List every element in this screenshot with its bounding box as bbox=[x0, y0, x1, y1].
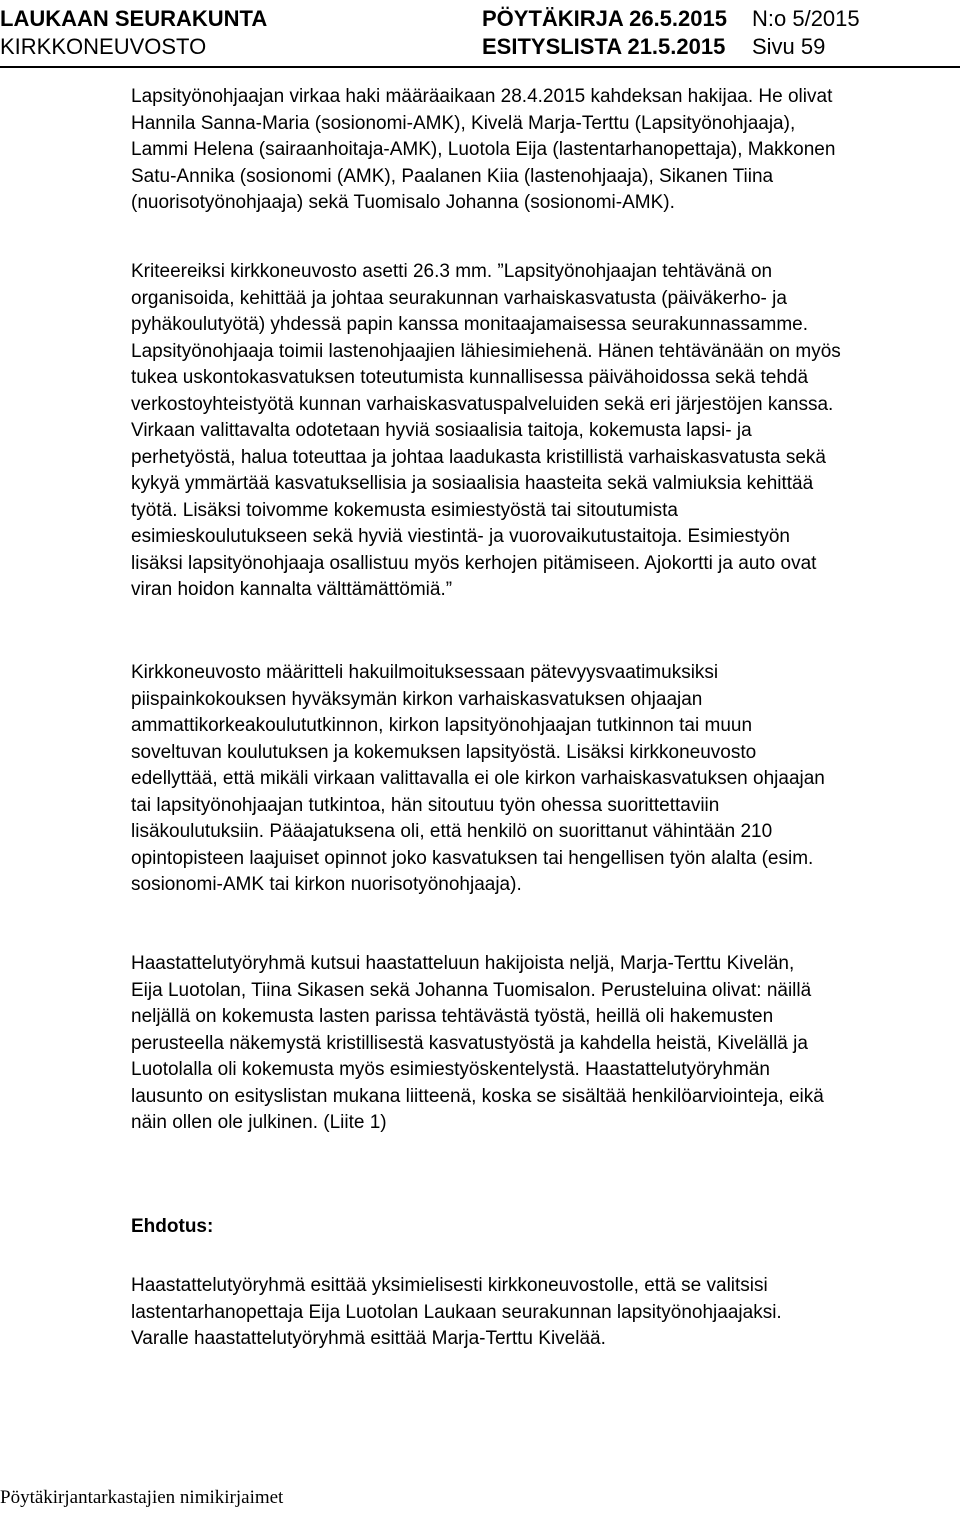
text-line: verkostoyhteistyötä kunnan varhaiskasvatuspalveluiden sekä eri järjestöjen kanssa. bbox=[131, 393, 834, 415]
page-number: Sivu 59 bbox=[752, 34, 826, 59]
text-line: Kirkkoneuvosto määritteli hakuilmoituksessaan pätevyysvaatimuksiksi bbox=[131, 662, 719, 683]
text-line: tai lapsityönohjaajan tutkintoa, hän sitoutuu työn ohessa suorittettaviin bbox=[131, 794, 720, 816]
text-line: kykyä ymmärtää kasvatuksellisia ja sosiaalisia haasteita sekä valmiuksia kehittää bbox=[131, 473, 814, 494]
text-line: Eija Luotolan, Tiina Sikasen sekä Johanna Tuomisalon. Perusteluina olivat: näillä bbox=[131, 979, 812, 1001]
text-line: Kriteereiksi kirkkoneuvosto asetti 26.3 mm. ”Lapsityönohjaajan tehtävänä on bbox=[131, 261, 773, 282]
text-line: Lapsityönohjaaja toimii lastenohjaajien lähiesimiehenä. Hänen tehtävänään on myös bbox=[131, 340, 841, 362]
text-line: tukea uskontokasvatuksen toteutumista kunnallisessa päivähoidossa sekä tehdä bbox=[131, 367, 809, 388]
text-line: Hannila Sanna-Maria (sosionomi-AMK), Kivelä Marja-Terttu (Lapsityönohjaaja), bbox=[131, 112, 796, 134]
document-number: N:o 5/2015 bbox=[752, 6, 860, 31]
paragraph-qualifications bbox=[131, 660, 946, 899]
text-line: opintopisteen laajuiset opinnot joko kasvatuksen tai hengellisen työn alalta (esim. bbox=[131, 847, 814, 869]
text-line: näin ollen ole julkinen. (Liite 1) bbox=[131, 1112, 387, 1133]
minutes-date: PÖYTÄKIRJA 26.5.2015 bbox=[482, 6, 727, 31]
text-line: lastentarhanopettaja Eija Luotolan Laukaan seurakunnan lapsityönohjaajaksi. bbox=[131, 1301, 782, 1323]
text-line: organisoida, kehittää ja johtaa seurakunnan varhaiskasvatusta (päiväkerho- ja bbox=[131, 287, 787, 309]
text-line: Haastattelutyöryhmä esittää yksimielisesti kirkkoneuvostolle, että se valitsisi bbox=[131, 1275, 768, 1296]
organization-name: LAUKAAN SEURAKUNTA bbox=[0, 6, 268, 31]
header-divider bbox=[0, 66, 960, 68]
paragraph-applicants bbox=[131, 84, 946, 217]
text-line: lisäkoulutuksiin. Pääajatuksena oli, että henkilö on suorittanut vähintään 210 bbox=[131, 821, 773, 842]
footer-initials: Pöytäkirjantarkastajien nimikirjaimet bbox=[0, 1487, 284, 1508]
text-line: neljällä on kokemusta lasten parissa tehtävästä työstä, heillä oli hakemusten bbox=[131, 1006, 774, 1027]
board-name: KIRKKONEUVOSTO bbox=[0, 34, 207, 59]
text-line: perusteella näkemystä kristillisestä kasvatustyöstä ja kahdella heistä, Kivelällä ja bbox=[131, 1032, 808, 1054]
text-line: Haastattelutyöryhmä kutsui haastatteluun hakijoista neljä, Marja-Terttu Kivelän, bbox=[131, 953, 795, 974]
agenda-date: ESITYSLISTA 21.5.2015 bbox=[482, 34, 726, 59]
proposal-heading: Ehdotus: bbox=[131, 1216, 214, 1237]
text-line: Lammi Helena (sairaanhoitaja-AMK), Luotola Eija (lastentarhanopettaja), Makkonen bbox=[131, 139, 836, 160]
text-line: Varalle haastattelutyöryhmä esittää Marja-Terttu Kivelää. bbox=[131, 1328, 606, 1349]
text-line: esimieskoulutukseen sekä hyviä viestintä- ja vuorovaikutustaitoja. Esimiestyön bbox=[131, 526, 790, 547]
text-line: edellyttää, että mikäli virkaan valittavalla ei ole kirkon varhaiskasvatuksen ohjaajan bbox=[131, 768, 825, 789]
text-line: lausunto on esityslistan mukana liitteenä, koska se sisältää henkilöarviointeja, eikä bbox=[131, 1085, 824, 1107]
text-line: Luotolalla oli kokemusta myös esimiestyöskentelystä. Haastattelutyöryhmän bbox=[131, 1059, 770, 1080]
text-line: työtä. Lisäksi toivomme kokemusta esimiestyöstä tai sitoutumista bbox=[131, 499, 678, 521]
text-line: Lapsityönohjaajan virkaa haki määräaikaan 28.4.2015 kahdeksan hakijaa. He olivat bbox=[131, 86, 833, 107]
paragraph-interviews bbox=[131, 951, 946, 1137]
text-line: sosionomi-AMK tai kirkon nuorisotyönohjaaja). bbox=[131, 874, 522, 895]
text-line: Satu-Annika (sosionomi (AMK), Paalanen Kiia (lastenohjaaja), Sikanen Tiina bbox=[131, 165, 774, 187]
text-line: ammattikorkeakoulututkinnon, kirkon lapsityönohjaajan tutkinnon tai muun bbox=[131, 715, 753, 736]
text-line: lisäksi lapsityönohjaaja osallistuu myös kerhojen pitämiseen. Ajokortti ja auto ovat bbox=[131, 552, 817, 574]
text-line: perhetyöstä, halua toteuttaa ja johtaa laadukasta kristillistä varhaiskasvatusta sekä bbox=[131, 446, 826, 468]
text-line: piispainkokouksen hyväksymän kirkon varhaiskasvatuksen ohjaajan bbox=[131, 688, 703, 710]
paragraph-criteria bbox=[131, 259, 946, 604]
text-line: (nuorisotyönohjaaja) sekä Tuomisalo Johanna (sosionomi-AMK). bbox=[131, 192, 675, 213]
paragraph-proposal bbox=[131, 1273, 946, 1353]
text-line: pyhäkoulutyötä) yhdessä papin kanssa monitaajamaisessa seurakunnassamme. bbox=[131, 314, 808, 335]
text-line: viran hoidon kannalta välttämättömiä.” bbox=[131, 579, 453, 600]
text-line: soveltuvan koulutuksen ja kokemuksen lapsityöstä. Lisäksi kirkkoneuvosto bbox=[131, 741, 757, 763]
text-line: Virkaan valittavalta odotetaan hyviä sosiaalisia taitoja, kokemusta lapsi- ja bbox=[131, 420, 752, 441]
